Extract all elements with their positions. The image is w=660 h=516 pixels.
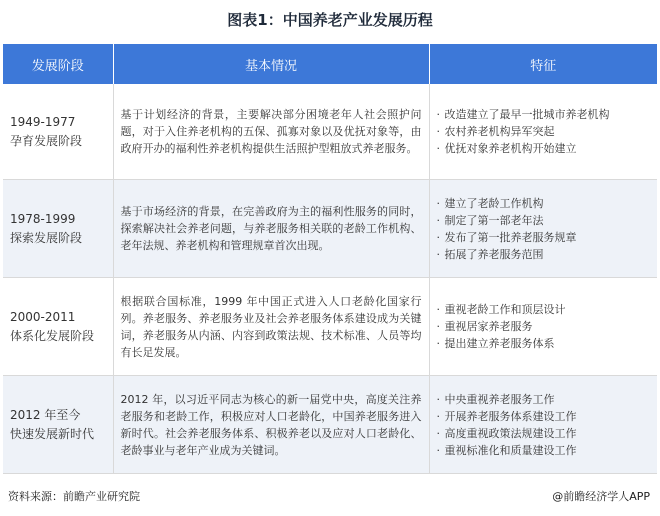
header-content: 基本情况 (113, 44, 429, 84)
features-cell (429, 180, 657, 278)
feature-item: · 农村养老机构异军突起 (436, 125, 555, 138)
feature-item: · 拓展了养老服务范围 (436, 247, 544, 261)
stage-years: 1978-1999 (10, 211, 76, 226)
source-note: 资料来源：前瞻产业研究院 (8, 490, 140, 503)
features-cell (429, 84, 657, 180)
stage-cell (3, 376, 113, 474)
stage-years: 1949-1977 (10, 114, 76, 129)
header-stage: 发展阶段 (3, 44, 113, 84)
content-cell: 基于市场经济的背景，在完善政府为主的福利性服务的同时，探索解决社会养老问题，与养老服务相关联的老龄工作机构、老年法规、养老机构和管理规章首次出现。 (113, 180, 429, 278)
table-row (3, 278, 657, 376)
stage-years: 2012 年至今 (10, 407, 81, 422)
brand-credit: @前瞻经济学人APP (552, 490, 650, 503)
stage-name: 探索发展阶段 (10, 230, 83, 245)
stage-name: 孕育发展阶段 (10, 133, 83, 148)
content-cell: 根据联合国标准，1999 年中国正式进入人口老龄化国家行列。养老服务、养老服务业及社会养老服务体系建设成为关键词，养老服务从内涵、内容到政策法规、技术标准、人员等均有长足发展。 (113, 278, 429, 376)
stage-cell (3, 84, 113, 180)
features-cell (429, 278, 657, 376)
feature-item: · 建立了老龄工作机构 (436, 196, 544, 210)
development-table (3, 44, 657, 474)
feature-item: · 重视老龄工作和顶层设计 (436, 303, 566, 316)
content-cell: 2012 年，以习近平同志为核心的新一届党中央，高度关注养老服务和老龄工作，积极应对人口老龄化，中国养老服务进入新时代。社会养老服务体系、积极养老以及应对人口老龄化、老龄事业与老年产业成为关键词。 (113, 376, 429, 474)
table-header-row (3, 44, 657, 84)
stage-years: 2000-2011 (10, 309, 76, 324)
table-row (3, 376, 657, 474)
stage-name: 快速发展新时代 (10, 426, 95, 441)
figure-title: 图表1：中国养老产业发展历程 (227, 11, 433, 29)
feature-item: · 重视居家养老服务 (436, 320, 533, 333)
feature-item: · 中央重视养老服务工作 (436, 392, 555, 406)
features-cell (429, 376, 657, 474)
stage-cell (3, 278, 113, 376)
feature-item: · 发布了第一批养老服务规章 (436, 230, 577, 244)
table-row (3, 84, 657, 180)
feature-item: · 提出建立养老服务体系 (436, 337, 555, 350)
header-features: 特征 (429, 44, 657, 84)
feature-item: · 重视标准化和质量建设工作 (436, 443, 577, 457)
feature-item: · 高度重视政策法规建设工作 (436, 426, 577, 440)
feature-item: · 改造建立了最早一批城市养老机构 (436, 108, 610, 121)
feature-item: · 制定了第一部老年法 (436, 213, 544, 227)
content-cell: 基于计划经济的背景，主要解决部分困境老年人社会照护问题，对于入住养老机构的五保、孤寡对象以及优抚对象等，由政府开办的福利性养老机构提供生活照护型粗放式养老服务。 (113, 84, 429, 180)
feature-item: · 优抚对象养老机构开始建立 (436, 142, 577, 155)
table-row (3, 180, 657, 278)
stage-name: 体系化发展阶段 (10, 328, 95, 343)
feature-item: · 开展养老服务体系建设工作 (436, 409, 577, 423)
stage-cell (3, 180, 113, 278)
